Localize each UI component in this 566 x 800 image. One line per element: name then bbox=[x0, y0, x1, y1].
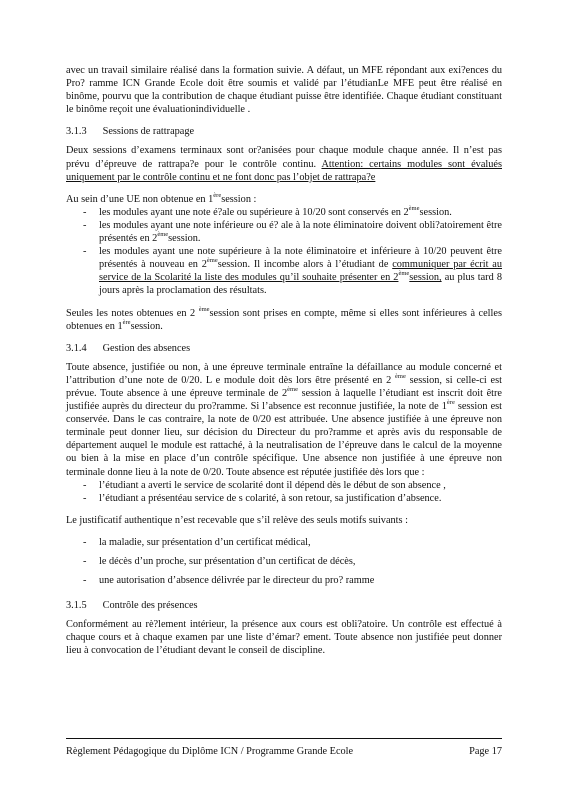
section-heading-3-1-3 bbox=[66, 125, 502, 138]
list-item: - le décès d’un proche, sur présentation d’un certificat de décès, bbox=[66, 555, 502, 568]
section-number: 3.1.3 bbox=[66, 126, 87, 138]
list-item: - l’étudiant a averti le service de scolarité dont il dépend dès le début de son absence , bbox=[66, 479, 502, 492]
ue-intro-line: Au sein d’une UE non obtenue en 1èresession : bbox=[66, 191, 257, 205]
intro-paragraph: avec un travail similaire réalisé dans la formation suivie. A défaut, un MFE répondant aux exi?ences du Pro? ramme ICN Grande Ecole doit être soumis et validé par l’étudianLe MFE peut être réalisé en binôme, pourvu que la contribution de chaque étudiant puisse être identifiée. Chaque étudiant constituant le binôme reçoit une évaluationindividuelle . bbox=[66, 65, 502, 116]
section-number: 3.1.5 bbox=[66, 600, 87, 612]
ue-rules-list bbox=[66, 206, 502, 298]
list-item: - la maladie, sur présentation d’un certificat médical, bbox=[66, 536, 502, 549]
section-heading-3-1-5 bbox=[66, 599, 502, 612]
motifs-list bbox=[66, 536, 502, 587]
section-title: Contrôle des présences bbox=[102, 600, 198, 612]
list-item: - les modules ayant une note supérieure à la note éliminatoire et inférieure à 10/20 peuvent être présentés à nouveau en 2èmesession. Il incombe alors à l’étudiant de communiquer par écrit au service de la Scolarité la liste des modules qu’il souhaite présenter en 2èmesession, au plus tard 8 jours après la proclamation des résultats. bbox=[66, 245, 502, 297]
list-item: - les modules ayant une note inférieure ou é? ale à la note éliminatoire doivent obli?atoirement être présentés en 2èmesession. bbox=[66, 219, 502, 245]
section-title: Gestion des absences bbox=[102, 342, 191, 354]
section-heading-3-1-4 bbox=[66, 342, 502, 355]
absences-paragraph: Toute absence, justifiée ou non, à une épreuve terminale entraîne la défaillance au module concerné et l’attribution d’une note de 0/20. L e module doit dès lors être présenté en 2 $^{ème}$ session, si celle-ci est prévue. Toute absence à une épreuve terminale de 2ème session à laquelle l’étudiant est inscrit doit être justifiée auprès du directeur du pro?ramme. Si l’absence est reconnue justifiée, la note de 1ère session est conservée. Dans le cas contraire, la note de 0/20 est attribuée. Une absence justifiée à une épreuve non terminale peut donner lieu, sur décision du Directeur du pro?ramme et après avis du responsable de département auquel le module est rattaché, à la neutralisation de l’épreuve dans le calcul de la moyenne ou bien à la mise en place d’un contrôle spécifique. Une absence non justifiée à une épreuve non terminale donne lieu à la note de 0/20. Toute absence est réputée justifiée dès lors que : bbox=[66, 361, 503, 478]
list-item: - les modules ayant une note é?ale ou supérieure à 10/20 sont conservés en 2èmesession. bbox=[66, 206, 502, 219]
page-number: Page 17 bbox=[469, 746, 502, 757]
rattrapage-paragraph: Deux sessions d’examens terminaux sont or?anisées pour chaque module chaque année. Il n’est pas prévu d’épreuve de rattrapa?e pour le contrôle continu. Attention: certains modules sont évalués uniquement par le contrôle continu et ne font donc pas l’objet de rattrapa?e bbox=[66, 145, 502, 183]
justified-conditions-list bbox=[66, 479, 502, 505]
justificatif-paragraph: Le justificatif authentique n’est recevable que s’il relève des seuls motifs suivants : bbox=[66, 514, 408, 526]
list-item: - une autorisation d’absence délivrée par le directeur du pro? ramme bbox=[66, 574, 502, 587]
attention-note: Attention: certains modules sont évalués uniquement par le contrôle continu et ne font donc pas l’objet de rattrapa?e bbox=[66, 158, 502, 183]
presences-paragraph: Conformément au rè?lement intérieur, la présence aux cours est obli?atoire. Un contrôle est effectué à chaque cours et à chaque examen par une liste d’émar? ement. Toute absence non justifiée peut donner lieu à convocation de l’étudiant devant le conseil de discipline. bbox=[66, 619, 502, 657]
section-title: Sessions de rattrapage bbox=[102, 126, 195, 138]
document-body bbox=[66, 64, 502, 658]
second-session-paragraph: Seules les notes obtenues en 2 $^{ème}$session sont prises en compte, même si elles sont inférieures à celles obtenues en 1èresession. bbox=[66, 305, 502, 332]
list-item: - l’étudiant a présentéau service de s colarité, à son retour, sa justification d’absence. bbox=[66, 492, 502, 505]
section-number: 3.1.4 bbox=[66, 342, 87, 354]
page-footer bbox=[66, 738, 502, 758]
footer-title: Règlement Pédagogique du Diplôme ICN / Programme Grande Ecole bbox=[66, 746, 354, 757]
